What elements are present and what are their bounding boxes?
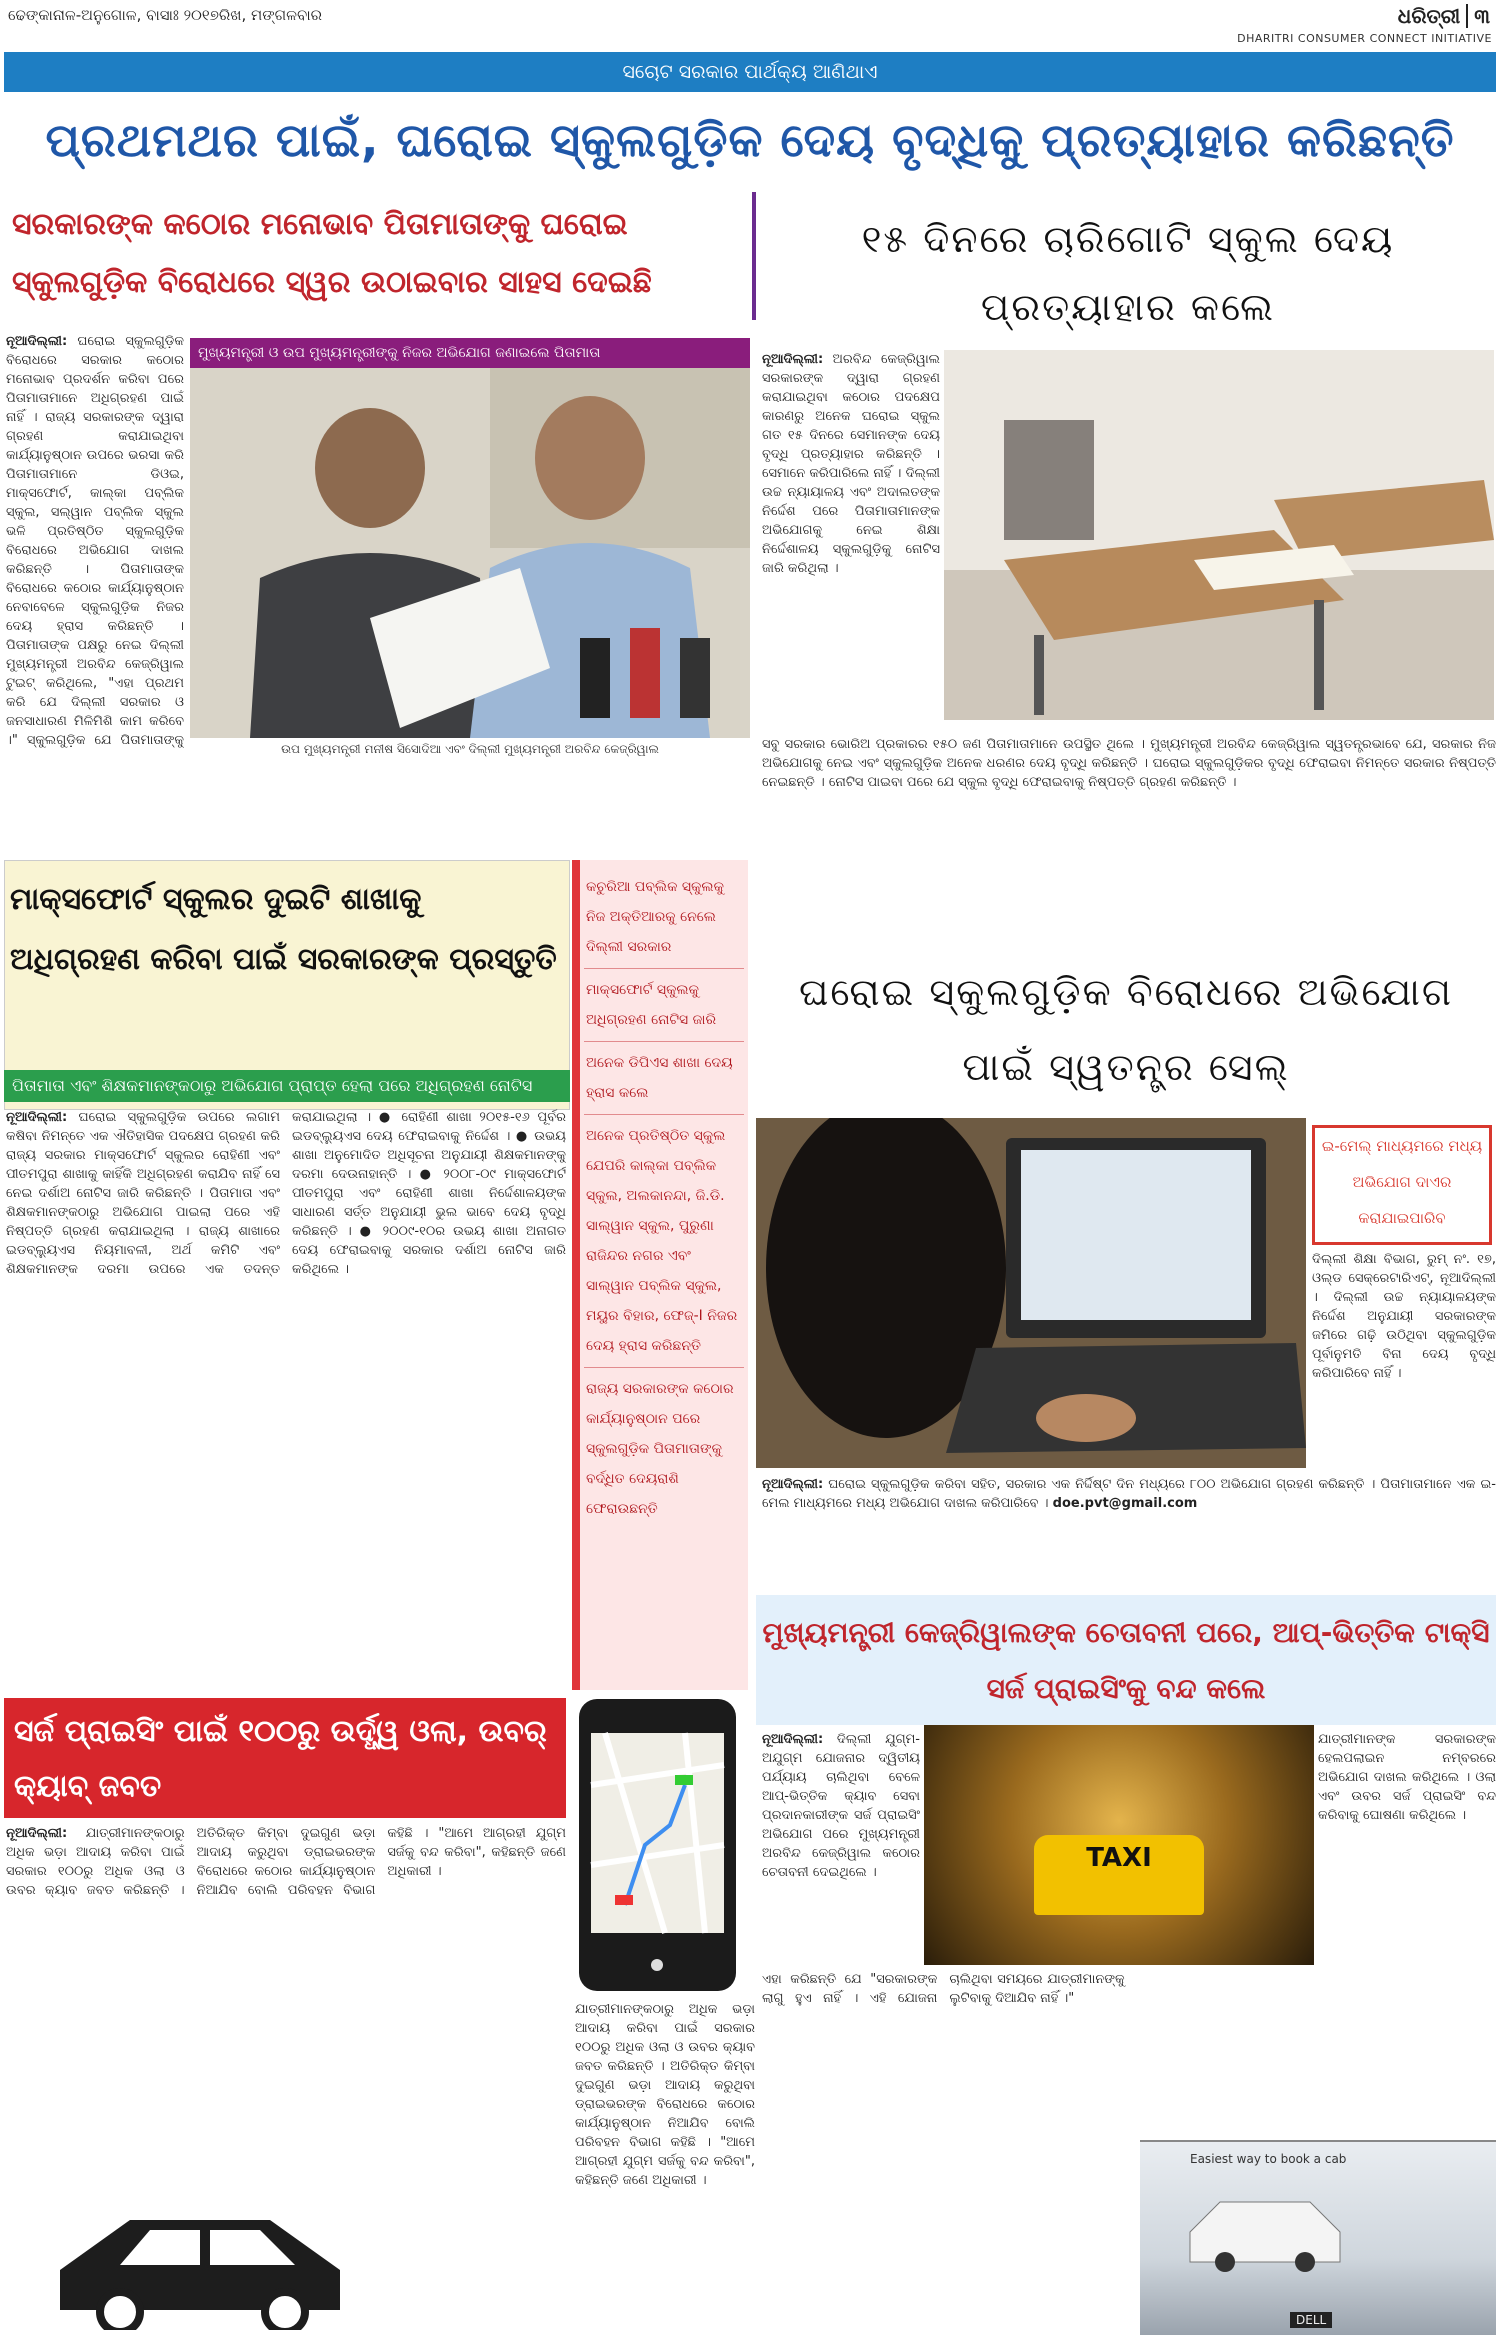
highlight-item: ରାଜ୍ୟ ସରକାରଙ୍କ କଠୋର କାର୍ଯ୍ୟାନୁଷ୍ଠାନ ପରେ ସ୍କୁଲଗୁଡ଼ିକ ପିତାମାତାଙ୍କୁ ବର୍ଦ୍ଧିତ ଦେୟରାଶି ଫେରାଉଛନ୍ତି: [586, 1381, 734, 1517]
surge-dateline: ନୂଆଦିଲ୍ଲୀ:: [6, 1826, 68, 1841]
story-left-column: [6, 332, 184, 752]
surge-headline: ସର୍ଜ ପ୍ରାଇସିଂ ପାଇଁ ୧୦୦ରୁ ଉର୍ଦ୍ଧ୍ୱ ଓଲା, ଉବର୍ କ୍ୟାବ୍ ଜବତ: [4, 1698, 566, 1818]
story-right-body: ଅରବିନ୍ଦ କେଜ୍ରିୱାଲ ସରକାରଙ୍କ ଦ୍ୱାରା ଗ୍ରହଣ କରାଯାଇଥିବା କଠୋର ପଦକ୍ଷେପ କାରଣରୁ ଅନେକ ଘରୋଇ ସ୍କୁଲ ଗତ ୧୫ ଦିନରେ ସେମାନଙ୍କ ଦେୟ ବୃଦ୍ଧି ପ୍ରତ୍ୟାହାର କରିଛନ୍ତି । ସେମାନେ କରିପାରିଲେ ନାହିଁ । ଦିଲ୍ଲୀ ଉଚ୍ଚ ନ୍ୟାୟାଳୟ ଏବଂ ଅଦାଲତଙ୍କ ନିର୍ଦ୍ଦେଶ ପରେ ପିତାମାତାମାନଙ୍କ ଅଭିଯୋଗକୁ ନେଇ ଶିକ୍ଷା ନିର୍ଦ୍ଦେଶାଳୟ ସ୍କୁଲଗୁଡ଼ିକୁ ନୋଟିସ ଜାରି କରିଥିଲା ।: [762, 352, 940, 576]
story-left-body: ଘରୋଇ ସ୍କୁଲଗୁଡ଼ିକ ବିରୋଧରେ ସରକାର କଠୋର ମନୋଭାବ ପ୍ରଦର୍ଶନ କରିବା ପରେ ପିତାମାତାମାନେ ଅଧିଗ୍ରହଣ ପାଇଁ ନାହିଁ । ରାଜ୍ୟ ସରକାରଙ୍କ ଦ୍ୱାରା ଗ୍ରହଣ କରାଯାଇଥିବା କାର୍ଯ୍ୟାନୁଷ୍ଠାନ ଉପରେ ଭରସା କରି ପିତାମାତାମାନେ ଡିଓଇ, ମାକ୍ସଫୋର୍ଟ, କାଲ୍କା ପବ୍ଲିକ ସ୍କୁଲ, ସଲ୍ୱାନ ପବ୍ଲିକ ସ୍କୁଲ ଭଳି ପ୍ରତିଷ୍ଠିତ ସ୍କୁଲଗୁଡ଼ିକ ବିରୋଧରେ ଅଭିଯୋଗ ଦାଖଲ କରିଛନ୍ତି । ପିତାମାତାଙ୍କ ବିରୋଧରେ କଠୋର କାର୍ଯ୍ୟାନୁଷ୍ଠାନ ନେବାବେଳେ ସ୍କୁଲଗୁଡ଼ିକ ନିଜର ଦେୟ ହ୍ରାସ କରିଛନ୍ତି । ପିତାମାତାଙ୍କ ପକ୍ଷରୁ ନେଇ ଦିଲ୍ଲୀ ମୁଖ୍ୟମନ୍ତ୍ରୀ ଅରବିନ୍ଦ କେଜ୍ରିୱାଲ ଟୁଇଟ୍ କରିଥିଲେ, "ଏହା ପ୍ରଥମ କରି ଯେ ଦିଲ୍ଲୀ ସରକାର ଓ ଜନସାଧାରଣ ମିଳିମିଶି କାମ କରିବେ ।" ସ୍କୁଲଗୁଡ଼ିକ ଯେ ପିତାମାତାଙ୍କୁ: [6, 334, 184, 748]
photo-empty-classroom: [944, 350, 1494, 720]
taxi-right-column: ଯାତ୍ରୀମାନଙ୍କ ସରକାରଙ୍କ ହେଲପଲାଇନ ନମ୍ବରରେ ଅଭିଯୋଗ ଦାଖଲ କରିଥିଲେ । ଓଲା ଏବଂ ଉବର ସର୍ଜ ପ୍ରାଇସିଂ ବନ୍ଦ କରିବାକୁ ଘୋଷଣା କରିଥିଲେ ।: [1318, 1732, 1496, 1823]
page-header: [0, 0, 1500, 50]
cell-dateline: ନୂଆଦିଲ୍ଲୀ:: [762, 1477, 824, 1492]
photo-cm-meeting: [190, 338, 750, 738]
story-right-wide-text: ସବୁ ସରକାର ଭୋରିଅ ପ୍ରକାରର ୧୫୦ ଜଣ ପିତାମାତାମାନେ ଉପସ୍ଥିତ ଥିଲେ । ମୁଖ୍ୟମନ୍ତ୍ରୀ ଅରବିନ୍ଦ କେଜ୍ରିୱାଲ ସ୍ୱତନ୍ତ୍ରଭାବେ ଯେ, ସରକାର ନିଜ ଅଭିଯୋଗକୁ ନେଇ ଏବଂ ସ୍କୁଲଗୁଡ଼ିକ ଅନେକ ଧରଣର ଦେୟ ବୃଦ୍ଧି କରିଛନ୍ତି । ଘରୋଇ ସ୍କୁଲଗୁଡ଼ିକର ବୃଦ୍ଧି ଫେରାଇବା ନିମନ୍ତେ ସରକାର ନିଷ୍ପତ୍ତି ନେଇଛନ୍ତି । ନୋଟିସ ପାଇବା ପରେ ଯେ ସ୍କୁଲ ବୃଦ୍ଧି ଫେରାଇବାକୁ ନିଷ୍ପତ୍ତି ଗ୍ରହଣ କରିଛନ୍ତି ।: [762, 737, 1496, 790]
highlight-item: ଅନେକ ଡିପିଏସ ଶାଖା ଦେୟ ହ୍ରାସ କଲେ: [584, 1042, 744, 1115]
highlights-box: [572, 860, 748, 1690]
taxi-sign: TAXI: [1034, 1835, 1204, 1915]
story-right-dateline: ନୂଆଦିଲ୍ଲୀ:: [762, 352, 824, 367]
phone-map-graphic: [575, 1695, 740, 1995]
story-left-dateline: ନୂଆଦିଲ୍ଲୀ:: [6, 334, 68, 349]
photo-classroom-illustration: [944, 350, 1494, 720]
marksfort-title: ମାକ୍ସଫୋର୍ଟ ସ୍କୁଲର ଦୁଇଟି ଶାଖାକୁ ଅଧିଗ୍ରହଣ କରିବା ପାଇଁ ସରକାରଙ୍କ ପ୍ରସ୍ତୁତି: [10, 882, 557, 977]
laptop-brand: DELL: [1290, 2312, 1332, 2328]
cell-text: ଘରୋଇ ସ୍କୁଲଗୁଡ଼ିକ କରିବା ସହିତ, ସରକାର ଏକ ନିର୍ଦ୍ଦିଷ୍ଟ ଦିନ ମଧ୍ୟରେ ୮୦୦ ଅଭିଯୋଗ ଗ୍ରହଣ କରିଛନ୍ତି । ପିତାମାତାମାନେ ଏକ ଇ-ମେଲ ମାଧ୍ୟମରେ ମଧ୍ୟ ଅଭିଯୋଗ ଦାଖଲ କରିପାରିବେ ।: [762, 1477, 1496, 1511]
initiative-label: DHARITRI CONSUMER CONNECT INITIATIVE: [1237, 32, 1492, 45]
cell-body: [762, 1475, 1496, 1590]
photo-caption: ଉପ ମୁଖ୍ୟମନ୍ତ୍ରୀ ମନୀଷ ସିସୋଦିଆ ଏବଂ ଦିଲ୍ଲୀ ମୁଖ୍ୟମନ୍ତ୍ରୀ ଅରବିନ୍ଦ କେଜ୍ରିୱାଲ: [281, 742, 659, 756]
marksfort-text: ଘରୋଇ ସ୍କୁଲଗୁଡ଼ିକ ଉପରେ ଲଗାମ କଷିବା ନିମନ୍ତେ ଏକ ଐତିହାସିକ ପଦକ୍ଷେପ ଗ୍ରହଣ କରି ରାଜ୍ୟ ସରକାର ମାକ୍ସଫୋର୍ଟ ସ୍କୁଲର ରୋହିଣୀ ଏବଂ ପୀତମପୁରା ଶାଖାକୁ କାହିଁକି ଅଧିଗ୍ରହଣ କରାଯିବ ନାହିଁ ସେ ନେଇ ଦର୍ଶାଅ ନୋଟିସ ଜାରି କରିଛନ୍ତି । ପିତାମାତା ଏବଂ ଶିକ୍ଷକମାନଙ୍କଠାରୁ ଅଭିଯୋଗ ପାଇଲା ପରେ ଏହି ନିଷ୍ପତ୍ତି ଗ୍ରହଣ କରାଯାଇଥିଲା । ରାଜ୍ୟ ଶାଖାରେ ଇଡବ୍ଲ୍ୟୁଏସ ନିୟମାବଳୀ, ଅର୍ଥ କମିଟି ଏବଂ ଶିକ୍ଷକମାନଙ୍କ ଦରମା ଉପରେ ଏକ ତଦନ୍ତ କରାଯାଇଥିଲା । ● ରୋହିଣୀ ଶାଖା ୨୦୧୫-୧୬ ପୂର୍ବର ଇଡବ୍ଲ୍ୟୁଏସ ଦେୟ ଫେରାଇବାକୁ ନିର୍ଦ୍ଦେଶ । ● ଉଭୟ ଶାଖା ଅନୁମୋଦିତ ଅଧିସୂଚନା ଅନୁଯାୟୀ ଶିକ୍ଷକମାନଙ୍କୁ ଦରମା ଦେଉନାହାନ୍ତି । ● ୨୦୦୮-୦୯ ମାକ୍ସଫୋର୍ଟ ପୀତମପୁରା ଏବଂ ରୋହିଣୀ ଶାଖା ନିର୍ଦ୍ଦେଶାଳୟଙ୍କ ସାଧାରଣ ସର୍ତ୍ତ ଅନୁଯାୟୀ ଭୁଲ ଭାବେ ଦେୟ ବୃଦ୍ଧି କରିଛନ୍ତି । ● ୨୦୦୯-୧୦ର ଉଭୟ ଶାଖା ଅନାଗତ ଦେୟ ଫେରାଇବାକୁ ସରକାର ଦର୍ଶାଅ ନୋଟିସ ଜାରି କରିଥିଲେ ।: [6, 1110, 566, 1277]
photo-taxi-sign: [924, 1725, 1314, 1965]
cell-address: ଦିଲ୍ଲୀ ଶିକ୍ଷା ବିଭାଗ, ରୁମ୍ ନଂ. ୧୭, ଓଲ୍ଡ ସେକ୍ରେଟାରିଏଟ୍, ନୂଆଦିଲ୍ଲୀ ।: [1312, 1252, 1496, 1305]
cell-email: doe.pvt@gmail.com: [1052, 1496, 1198, 1511]
paper-name: ଧରିତ୍ରୀ: [1397, 4, 1461, 28]
marksfort-body: [6, 1108, 566, 1693]
dateline: ଢେଙ୍କାନାଳ-ଅନୁଗୋଳ, ବାସାଃ ୨୦୧୭ରିଖ, ମଙ୍ଗଳବାର: [8, 6, 323, 24]
highlight-item: ଅନେକ ପ୍ରତିଷ୍ଠିତ ସ୍କୁଲ ଯେପରି କାଲ୍କା ପବ୍ଲିକ ସ୍କୁଲ, ଅଲକାନନ୍ଦା, ଜି.ଡି. ସାଲ୍ୱାନ ସ୍କୁଲ, ପୁରୁଣା ରାଜିନ୍ଦର ନଗର ଏବଂ ସାଲ୍ୱାନ ପବ୍ଲିକ ସ୍କୁଲ, ମୟୁର ବିହାର, ଫେଜ୍-I ନିଜର ଦେୟ ହ୍ରାସ କରିଛନ୍ତି: [584, 1115, 744, 1368]
taxi-headline: ମୁଖ୍ୟମନ୍ତ୍ରୀ କେଜ୍ରିୱାଲଙ୍କ ଚେତାବନୀ ପରେ, ଆପ୍-ଭିତ୍ତିକ ଟାକ୍ସି ସର୍ଜ ପ୍ରାଇସିଂକୁ ବନ୍ଦ କଲେ: [762, 1616, 1490, 1705]
email-note-box: ଇ-ମେଲ୍ ମାଧ୍ୟମରେ ମଧ୍ୟ ଅଭିଯୋଗ ଦାଏର କରାଯାଇପାରିବ: [1312, 1125, 1492, 1245]
surge-text: ଯାତ୍ରୀମାନଙ୍କଠାରୁ ଅଧିକ ଭଡ଼ା ଆଦାୟ କରିବା ପାଇଁ ସରକାର ୧୦୦ରୁ ଅଧିକ ଓଲା ଓ ଉବର କ୍ୟାବ ଜବତ କରିଛନ୍ତି । ଅତିରିକ୍ତ କିମ୍ବା ଦୁଇଗୁଣ ଭଡ଼ା ଆଦାୟ କରୁଥିବା ଡ୍ରାଇଭରଙ୍କ ବିରୋଧରେ କଠୋର କାର୍ଯ୍ୟାନୁଷ୍ଠାନ ନିଆଯିବ ବୋଲି ପରିବହନ ବିଭାଗ କହିଛି । "ଆମେ ଆଗ୍ରହୀ ଯୁଗ୍ମ ସର୍ଜକୁ ବନ୍ଦ କରିବା", କହିଛନ୍ତି ଜଣେ ଅଧିକାରୀ ।: [6, 1826, 566, 1898]
cell-side-body: ଦିଲ୍ଲୀ ଉଚ୍ଚ ନ୍ୟାୟାଳୟଙ୍କ ନିର୍ଦ୍ଦେଶ ଅନୁଯାୟୀ ସରକାରଙ୍କ ଜମିରେ ଗଢ଼ି ଉଠିଥିବା ସ୍କୁଲଗୁଡ଼ିକ ପୂର୍ବାନୁମତି ବିନା ଦେୟ ବୃଦ୍ଧି କରିପାରିବେ ନାହିଁ ।: [1312, 1290, 1496, 1381]
main-headline: ପ୍ରଥମଥର ପାଇଁ, ଘରୋଇ ସ୍କୁଲଗୁଡ଼ିକ ଦେୟ ବୃଦ୍ଧିକୁ ପ୍ରତ୍ୟାହାର କରିଛନ୍ତି: [45, 113, 1455, 167]
surge-continued: ଯାତ୍ରୀମାନଙ୍କଠାରୁ ଅଧିକ ଭଡ଼ା ଆଦାୟ କରିବା ପାଇଁ ସରକାର ୧୦୦ରୁ ଅଧିକ ଓଲା ଓ ଉବର କ୍ୟାବ ଜବତ କରିଛନ୍ତି । ଅତିରିକ୍ତ କିମ୍ବା ଦୁଇଗୁଣ ଭଡ଼ା ଆଦାୟ କରୁଥିବା ଡ୍ରାଇଭରଙ୍କ ବିରୋଧରେ କଠୋର କାର୍ଯ୍ୟାନୁଷ୍ଠାନ ନିଆଯିବ ବୋଲି ପରିବହନ ବିଭାଗ କହିଛି । "ଆମେ ଆଗ୍ରହୀ ଯୁଗ୍ମ ସର୍ଜକୁ ବନ୍ଦ କରିବା", କହିଛନ୍ତି ଜଣେ ଅଧିକାରୀ ।: [575, 2002, 755, 2188]
highlight-item: ମାକ୍ସଫୋର୍ଟ ସ୍କୁଲକୁ ଅଧିଗ୍ରହଣ ନୋଟିସ ଜାରି: [584, 969, 744, 1042]
phone-map-icon: [575, 1695, 740, 1995]
taxi-dateline: ନୂଆଦିଲ୍ଲୀ:: [762, 1732, 824, 1747]
taxi-left-text: ଦିଲ୍ଲୀ ଯୁଗ୍ମ-ଅଯୁଗ୍ମ ଯୋଜନାର ଦ୍ୱିତୀୟ ପର୍ଯ୍ୟାୟ ଚାଲିଥିବା ବେଳେ ଆପ୍-ଭିତ୍ତିକ କ୍ୟାବ ସେବା ପ୍ରଦାନକାରୀଙ୍କ ସର୍ଜ ପ୍ରାଇସିଂ ଅଭିଯୋଗ ପରେ ମୁଖ୍ୟମନ୍ତ୍ରୀ ଅରବିନ୍ଦ କେଜ୍ରିୱାଲ କଠୋର ଚେତାବନୀ ଦେଇଥିଲେ ।: [762, 1732, 920, 1880]
story-left-subhead: ସରକାରଙ୍କ କଠୋର ମନୋଭାବ ପିତାମାତାଙ୍କୁ ଘରୋଇ ସ୍କୁଲଗୁଡ଼ିକ ବିରୋଧରେ ସ୍ୱର ଉଠାଇବାର ସାହସ ଦେଇଛି: [12, 207, 652, 300]
photo-woman-laptop: [756, 1118, 1306, 1468]
banner: ସଚୋଟ ସରକାର ପାର୍ଥକ୍ୟ ଆଣିଥାଏ: [4, 52, 1496, 92]
cell-headline: ଘରୋଇ ସ୍କୁଲଗୁଡ଼ିକ ବିରୋଧରେ ଅଭିଯୋଗ ପାଇଁ ସ୍ୱତନ୍ତ୍ର ସେଲ୍: [798, 970, 1454, 1089]
marksfort-dateline: ନୂଆଦିଲ୍ଲୀ:: [6, 1110, 68, 1125]
taxi-bottom-text: ଏହା କରିଛନ୍ତି ଯେ "ସରକାରଙ୍କ ଲାଗୁ ହୁଏ ନାହିଁ । ଏହି ଯୋଜନା ଚାଲିଥିବା ସମୟରେ ଯାତ୍ରୀମାନଙ୍କୁ ଲୁଟିବାକୁ ଦିଆଯିବ ନାହିଁ ।": [762, 1972, 1125, 2006]
highlight-item: କଚୁରିଆ ପବ୍ଲିକ ସ୍କୁଲକୁ ନିଜ ଅକ୍ତିଆରକୁ ନେଲେ ଦିଲ୍ଲୀ ସରକାର: [584, 866, 744, 969]
page-number: ୩: [1466, 4, 1490, 28]
car-icon: [40, 2200, 370, 2330]
cab-car-icon: [1180, 2182, 1350, 2272]
photo-tag: ମୁଖ୍ୟମନ୍ତ୍ରୀ ଓ ଉପ ମୁଖ୍ୟମନ୍ତ୍ରୀଙ୍କୁ ନିଜର ଅଭିଯୋଗ ଜଣାଇଲେ ପିତାମାତା: [190, 338, 750, 368]
car-phone-graphic: [40, 2200, 370, 2330]
photo-laptop-illustration: [756, 1118, 1306, 1468]
ad-tagline: Easiest way to book a cab: [1190, 2152, 1347, 2166]
marksfort-subhead: ପିତାମାତା ଏବଂ ଶିକ୍ଷକମାନଙ୍କଠାରୁ ଅଭିଯୋଗ ପ୍ରାପ୍ତ ହେଲା ପରେ ଅଧିଗ୍ରହଣ ନୋଟିସ: [4, 1070, 570, 1102]
masthead: [1398, 4, 1490, 28]
story-right-headline: ୧୫ ଦିନରେ ଚାରିଗୋଟି ସ୍କୁଲ ଦେୟ ପ୍ରତ୍ୟାହାର କଲେ: [861, 217, 1395, 329]
photo-cab-booking-laptop: [1140, 2140, 1496, 2335]
story-right-column: [762, 350, 940, 730]
taxi-left-column: [762, 1730, 920, 1960]
cell-side-text: [1312, 1250, 1496, 1470]
photo-cm-meeting-illustration: [190, 338, 750, 738]
surge-body: [6, 1824, 566, 2194]
